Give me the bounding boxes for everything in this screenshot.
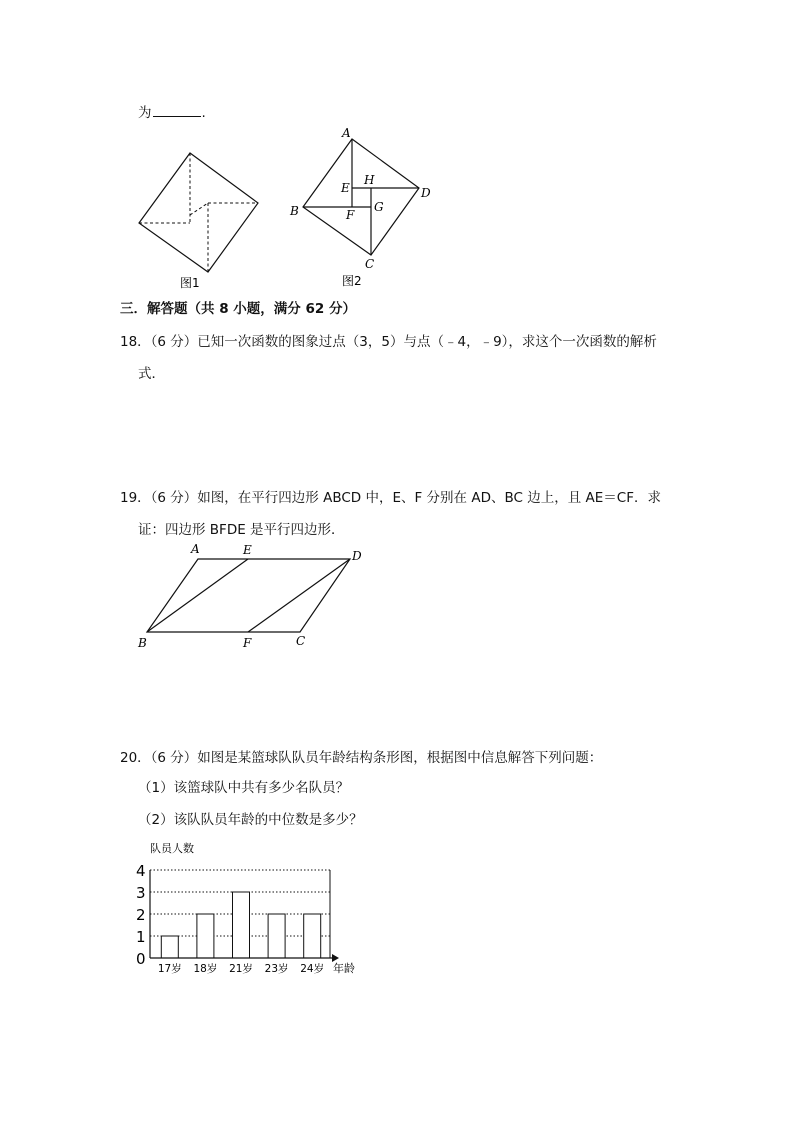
segment-be bbox=[147, 559, 248, 632]
answer-suffix: . bbox=[201, 105, 206, 121]
q19-label-b: B bbox=[138, 636, 147, 650]
fig1-caption: 图1 bbox=[180, 276, 200, 290]
q19-label-f: F bbox=[243, 636, 252, 650]
fig2-label-a: A bbox=[342, 126, 351, 140]
fig1-square bbox=[139, 153, 258, 272]
fig2-square bbox=[303, 139, 419, 255]
chart-bar bbox=[233, 892, 250, 958]
fig2-label-b: B bbox=[290, 204, 299, 218]
chart-y-ticks bbox=[136, 862, 146, 968]
chart-bar bbox=[161, 936, 178, 958]
q19-line1: 19．（6 分）如图，在平行四边形 ABCD 中，E、F 分别在 AD、BC 边上，且 AE＝CF．求 bbox=[120, 490, 661, 506]
chart-bars bbox=[161, 892, 320, 958]
chart-x-ticks bbox=[158, 962, 324, 975]
chart-x-axis-label: 年龄 bbox=[333, 962, 355, 975]
fig1-fold-lines bbox=[139, 153, 258, 272]
chart-y-axis-label: 队员人数 bbox=[150, 842, 194, 855]
fig2-inner-lines bbox=[303, 139, 419, 255]
chart-y-tick-label: 2 bbox=[136, 906, 146, 924]
chart-y-tick-label: 3 bbox=[136, 884, 146, 902]
chart-y-tick-label: 1 bbox=[136, 928, 146, 946]
fig2-label-c: C bbox=[365, 257, 375, 271]
answer-blank bbox=[153, 104, 201, 117]
answer-line bbox=[138, 104, 206, 122]
q20-sub1: （1）该篮球队中共有多少名队员？ bbox=[138, 780, 350, 796]
fig2-caption: 图2 bbox=[342, 274, 362, 288]
figure-1 bbox=[130, 145, 270, 295]
q20-sub2: （2）该队队员年龄的中位数是多少？ bbox=[138, 812, 363, 828]
chart-bar bbox=[197, 914, 214, 958]
fig2-label-d: D bbox=[421, 186, 431, 200]
q18-line1: 18．（6 分）已知一次函数的图象过点（3，5）与点（﹣4，﹣9），求这个一次函数的解析 bbox=[120, 334, 657, 350]
age-bar-chart bbox=[130, 836, 370, 982]
section-header: 三．解答题（共 8 小题，满分 62 分） bbox=[120, 301, 356, 317]
chart-x-tick-label: 18岁 bbox=[193, 963, 218, 975]
parallelogram-abcd bbox=[147, 559, 350, 632]
q19-label-d: D bbox=[352, 549, 362, 563]
chart-x-tick-label: 21岁 bbox=[229, 963, 253, 975]
chart-x-tick-label: 17岁 bbox=[157, 963, 182, 975]
q19-label-e: E bbox=[243, 543, 252, 557]
chart-bar bbox=[304, 914, 321, 958]
chart-bar bbox=[268, 914, 285, 958]
fig2-label-h: H bbox=[364, 173, 375, 187]
q19-label-c: C bbox=[296, 634, 306, 648]
chart-y-tick-label: 0 bbox=[136, 950, 146, 968]
q19-label-a: A bbox=[191, 542, 200, 556]
fig2-label-g: G bbox=[374, 200, 384, 214]
q20-line1: 20．（6 分）如图是某篮球队队员年龄结构条形图，根据图中信息解答下列问题： bbox=[120, 750, 603, 766]
parallelogram-figure bbox=[130, 538, 380, 656]
fig2-label-f: F bbox=[346, 208, 355, 222]
segment-fd bbox=[248, 559, 350, 632]
fig2-label-e: E bbox=[341, 181, 350, 195]
q19-line2: 证：四边形 BFDE 是平行四边形． bbox=[138, 522, 345, 538]
chart-x-tick-label: 23岁 bbox=[264, 963, 289, 975]
chart-y-tick-label: 4 bbox=[136, 862, 146, 880]
chart-x-axis-arrow bbox=[332, 954, 339, 962]
chart-x-tick-label: 24岁 bbox=[300, 963, 325, 975]
figure-2 bbox=[285, 125, 445, 290]
answer-prefix: 为 bbox=[138, 105, 152, 121]
q18-line2: 式． bbox=[138, 366, 165, 382]
